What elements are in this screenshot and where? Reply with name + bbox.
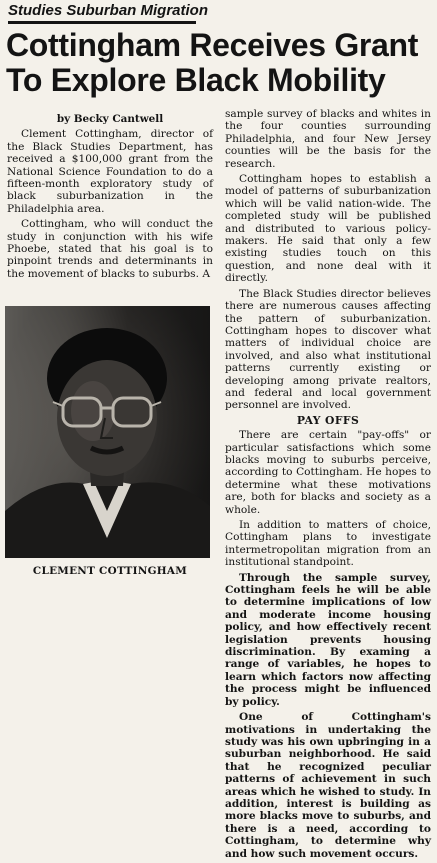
left-paragraph-2: Cottingham, who will conduct the study in conjunction with his wife Phoebe, stated that his goal is to pinpoint trends and determinants in the movement of blacks to suburbs. A: [7, 218, 213, 280]
photo-caption: CLEMENT COTTINGHAM: [32, 565, 188, 577]
headline-line-1: Cottingham Receives Grant: [6, 27, 419, 63]
right-paragraph-7: One of Cottingham's motivations in undertaking the study was his own upbringing in a suburban neighborhood. He said that he recognized peculiar patterns of achievement in such areas which he wished to study. In addition, interest is building as more blacks move to suburbs, and there is a need, according to Cottingham, to determine why and how such movement occurs.: [225, 711, 431, 860]
right-paragraph-4: There are certain "pay-offs" or particular satisfactions which some blacks moving to suburbs perceive, according to Cottingham. He hopes to determine what these motivations are, both for blacks and society as a whole.: [225, 429, 431, 516]
byline: by Becky Cantwell: [56, 113, 164, 125]
left-paragraph-1: Clement Cottingham, director of the Black Studies Department, has received a $100,000 grant from the National Science Foundation to do a fifteen-month exploratory study of black suburbanization in the Philadelphia area.: [7, 128, 213, 215]
section-subhead: PAY OFFS: [296, 413, 360, 427]
right-paragraph-5: In addition to matters of choice, Cottingham plans to investigate intermetropolitan migration from an institutional standpoint.: [225, 519, 431, 569]
portrait-figure: [5, 306, 210, 558]
left-column: [7, 113, 213, 283]
right-paragraph-6: Through the sample survey, Cottingham feels he will be able to determine implications of low and moderate income housing policy, and how effectively recent legislation prevents housing discrimination. By examing a range of variables, he hopes to learn which factors now affecting the process might be influenced by policy.: [225, 571, 431, 708]
right-paragraph-2: Cottingham hopes to establish a model of patterns of suburbanization which will be valid nation-wide. The completed study will be published and distributed to various policy-makers. He said that only a few existing studies touch on this question, and none deal with it directly.: [225, 173, 431, 285]
headline: [6, 28, 434, 98]
right-paragraph-1: sample survey of blacks and whites in the four counties surrounding Philadelphia, and four New Jersey counties will be the basis for the research.: [225, 108, 431, 170]
portrait-photo: [5, 306, 210, 558]
right-paragraph-3: The Black Studies director believes there are numerous causes affecting the pattern of suburbanization. Cottingham hopes to discover what matters of individual choice are involved, and also what institutional patterns currently existing or developing among private realtors, and federal and local government personnel are involved.: [225, 287, 431, 412]
right-column: [225, 108, 431, 863]
headline-line-2: To Explore Black Mobility: [6, 62, 386, 98]
kicker-label: Studies Suburban Migration: [8, 2, 196, 24]
